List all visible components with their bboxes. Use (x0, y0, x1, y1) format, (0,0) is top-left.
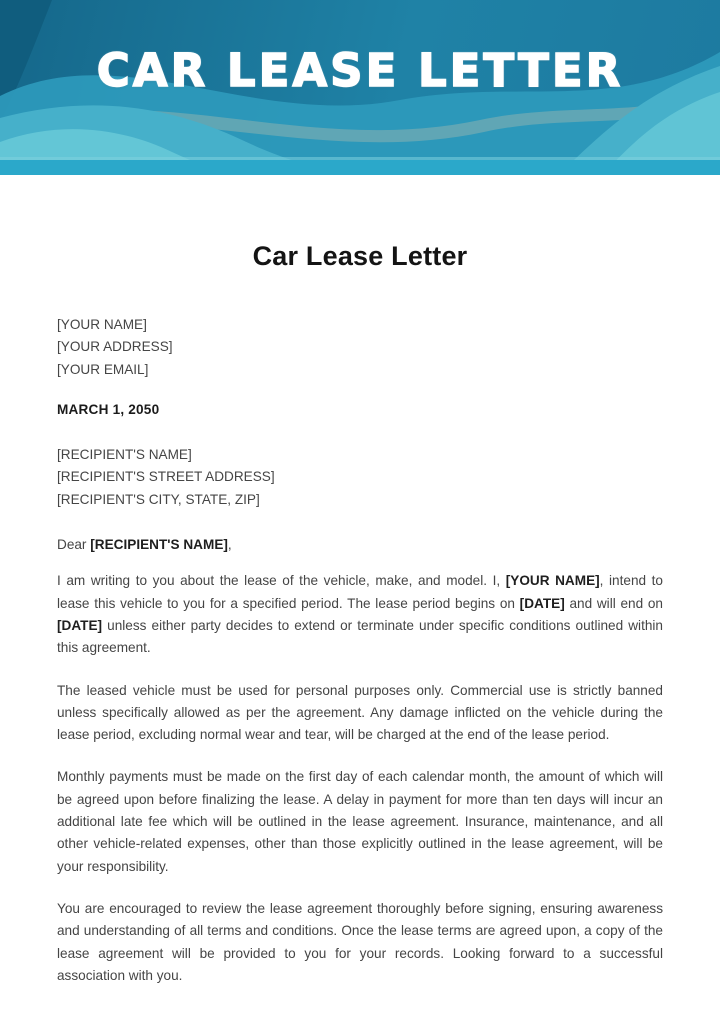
sender-name-line: [YOUR NAME] (57, 317, 147, 332)
paragraph-payment-terms: Monthly payments must be made on the first day of each calendar month, the amount of which will be agreed upon before finalizing the lease. A delay in payment for more than ten days will incur an additional late fee which will be outlined in the lease agreement. Insurance, maintenance, and all other vehicle-related expenses, other than those explicitly outlined in the lease agreement, will be your responsibility. (57, 769, 663, 874)
paragraph-usage-terms: The leased vehicle must be used for personal purposes only. Commercial use is strictly banned unless specifically allowed as per the agreement. Any damage inflicted on the vehicle during the lease period, excluding normal wear and tear, will be charged at the end of the lease period. (57, 682, 663, 743)
sender-address-line: [YOUR ADDRESS] (57, 339, 173, 355)
salutation: Dear [RECIPIENT'S NAME], (57, 537, 232, 553)
date-line: MARCH 1, 2050 (57, 401, 160, 417)
banner (0, 0, 720, 175)
sender-email-line: [YOUR EMAIL] (57, 361, 149, 377)
recipient-name-line: [RECIPIENT'S NAME] (57, 447, 192, 463)
sender-block (57, 314, 663, 381)
paragraph-closing: You are encouraged to review the lease agreement thoroughly before signing, ensuring awareness and understanding of all terms and conditions. Once the lease terms are agreed upon, a copy of the lease agreement will be provided to you for your records. Looking forward to a successful association with you. (57, 900, 663, 983)
recipient-city-line: [RECIPIENT'S CITY, STATE, ZIP] (57, 491, 260, 507)
letter-title: Car Lease Letter (252, 241, 468, 271)
recipient-street-line: [RECIPIENT'S STREET ADDRESS] (57, 469, 275, 485)
paragraph-lease-intro: I am writing to you about the lease of the vehicle, make, and model. I, [YOUR NAME], intend to lease this vehicle to you for a specified period. The lease period begins on [DATE] and will end on [DATE] unless either party decides to extend or terminate under specific conditions outlined within this agreement. (57, 573, 663, 656)
banner-title: CAR LEASE LETTER (96, 44, 624, 97)
letter-body (0, 239, 720, 987)
recipient-block (57, 444, 663, 511)
